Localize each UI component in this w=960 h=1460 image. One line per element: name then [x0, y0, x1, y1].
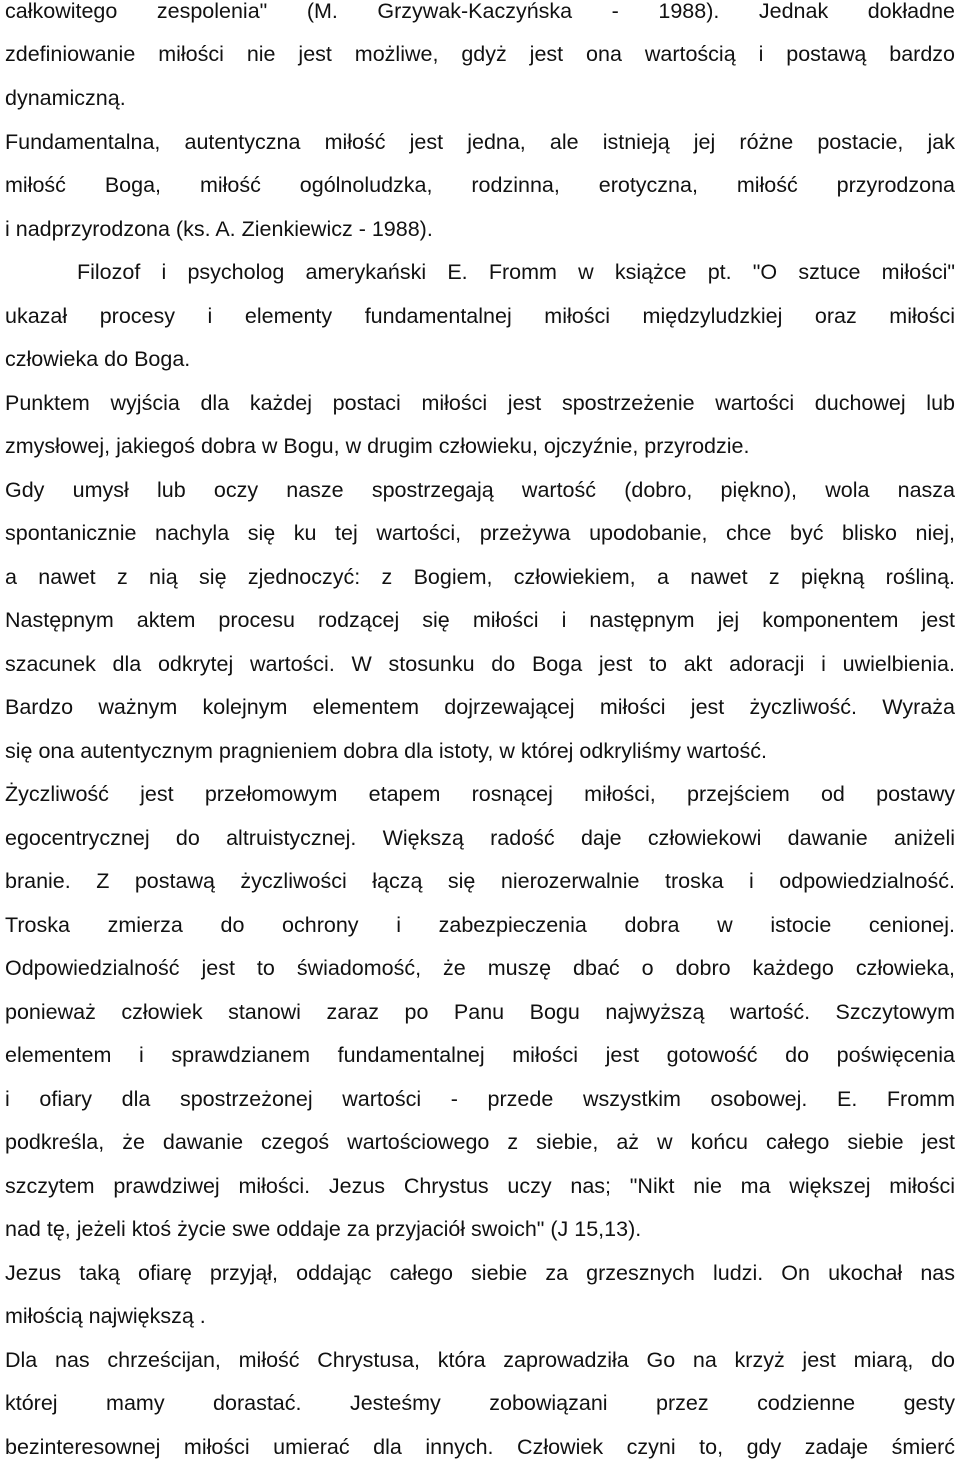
text-line: Filozof i psycholog amerykański E. Fromm w książce pt. "O sztuce miłości": [77, 260, 955, 284]
text-line: branie. Z postawą życzliwości łączą się nierozerwalnie troska i odpowiedzialność.: [5, 869, 955, 893]
text-line: całkowitego zespolenia" (M. Grzywak-Kaczyńska - 1988). Jednak dokładne: [5, 0, 955, 23]
text-line: ponieważ człowiek stanowi zaraz po Panu Bogu najwyższą wartość. Szczytowym: [5, 1000, 955, 1024]
text-line: a nawet z nią się zjednoczyć: z Bogiem, człowiekiem, a nawet z piękną rośliną.: [5, 565, 955, 589]
text-line: Punktem wyjścia dla każdej postaci miłości jest spostrzeżenie wartości duchowej lub: [5, 391, 955, 415]
text-line: dynamiczną.: [5, 86, 126, 110]
text-line: Odpowiedzialność jest to świadomość, że muszę dbać o dobro każdego człowieka,: [5, 956, 955, 980]
text-line: Fundamentalna, autentyczna miłość jest jedna, ale istnieją jej różne postacie, jak: [5, 130, 955, 154]
text-line: spontanicznie nachyla się ku tej wartości, przeżywa upodobanie, chce być blisko niej,: [5, 521, 955, 545]
text-line: Dla nas chrześcijan, miłość Chrystusa, która zaprowadziła Go na krzyż jest miarą, do: [5, 1348, 955, 1372]
text-line: ukazał procesy i elementy fundamentalnej miłości międzyludzkiej oraz miłości: [5, 304, 955, 328]
text-line: i nadprzyrodzona (ks. A. Zienkiewicz - 1988).: [5, 217, 433, 241]
text-line: szczytem prawdziwej miłości. Jezus Chrystus uczy nas; "Nikt nie ma większej miłości: [5, 1174, 955, 1198]
text-line: szacunek dla odkrytej wartości. W stosunku do Boga jest to akt adoracji i uwielbienia.: [5, 652, 955, 676]
text-line: nad tę, jeżeli ktoś życie swe oddaje za przyjaciół swoich" (J 15,13).: [5, 1217, 642, 1241]
text-line: Bardzo ważnym kolejnym elementem dojrzewającej miłości jest życzliwość. Wyraża: [5, 695, 955, 719]
text-line: egocentrycznej do altruistycznej. Większą radość daje człowiekowi dawanie aniżeli: [5, 826, 955, 850]
text-line: Gdy umysł lub oczy nasze spostrzegają wartość (dobro, piękno), wola nasza: [5, 478, 955, 502]
text-line: elementem i sprawdzianem fundamentalnej miłości jest gotowość do poświęcenia: [5, 1043, 955, 1067]
text-line: miłością największą .: [5, 1304, 206, 1328]
text-line: której mamy dorastać. Jesteśmy zobowiązani przez codzienne gesty: [5, 1391, 955, 1415]
text-line: się ona autentycznym pragnieniem dobra dla istoty, w której odkryliśmy wartość.: [5, 739, 767, 763]
text-line: Następnym aktem procesu rodzącej się miłości i następnym jej komponentem jest: [5, 608, 955, 632]
text-line: zmysłowej, jakiegoś dobra w Bogu, w drugim człowieku, ojczyźnie, przyrodzie.: [5, 434, 750, 458]
text-line: Troska zmierza do ochrony i zabezpieczenia dobra w istocie cenionej.: [5, 913, 955, 937]
text-line: człowieka do Boga.: [5, 347, 191, 371]
text-line: podkreśla, że dawanie czegoś wartościowego z siebie, aż w końcu całego siebie jest: [5, 1130, 955, 1154]
text-line: zdefiniowanie miłości nie jest możliwe, gdyż jest ona wartością i postawą bardzo: [5, 42, 955, 66]
text-line: i ofiary dla spostrzeżonej wartości - przede wszystkim osobowej. E. Fromm: [5, 1087, 955, 1111]
text-line: miłość Boga, miłość ogólnoludzka, rodzinna, erotyczna, miłość przyrodzona: [5, 173, 955, 197]
text-line: bezinteresownej miłości umierać dla innych. Człowiek czyni to, gdy zadaje śmierć: [5, 1435, 955, 1459]
text-line: Życzliwość jest przełomowym etapem rosnącej miłości, przejściem od postawy: [5, 782, 955, 806]
text-line: Jezus taką ofiarę przyjął, oddając całego siebie za grzesznych ludzi. On ukochał nas: [5, 1261, 955, 1285]
